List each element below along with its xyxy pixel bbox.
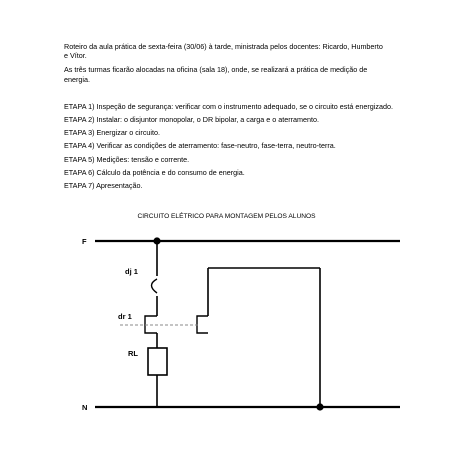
intro-line-2: e Vítor.: [64, 51, 87, 61]
label-neutral: N: [82, 403, 88, 412]
step-6: ETAPA 6) Cálculo da potência e do consumo de energia.: [64, 167, 245, 177]
step-2: ETAPA 2) Instalar: o disjuntor monopolar, o DR bipolar, a carga e o aterramento.: [64, 115, 320, 125]
label-breaker: dj 1: [125, 267, 138, 276]
step-5: ETAPA 5) Medições: tensão e corrente.: [64, 154, 190, 164]
step-7: ETAPA 7) Apresentação.: [64, 181, 143, 191]
intro-line-3: As três turmas ficarão alocadas na oficina (sala 18), onde, se realizará a prática de medição de: [64, 65, 368, 75]
breaker-contact: [152, 279, 158, 293]
label-load: RL: [128, 349, 138, 358]
load-resistor: [148, 348, 167, 375]
step-1: ETAPA 1) Inspeção de segurança: verificar com o instrumento adequado, se o circuito está energizado.: [64, 101, 393, 111]
intro-line-4: energia.: [64, 74, 90, 84]
intro-line-1: Roteiro da aula prática de sexta-feira (30/06) à tarde, ministrada pelos docentes: Ricardo, Humberto: [64, 42, 383, 51]
label-rcd: dr 1: [118, 312, 132, 321]
step-4: ETAPA 4) Verificar as condições de aterramento: fase-neutro, fase-terra, neutro-terra.: [64, 141, 336, 151]
label-phase: F: [82, 237, 87, 246]
rcd-pole-right: [197, 316, 208, 333]
diagram-title: CIRCUITO ELÉTRICO PARA MONTAGEM PELOS ALUNOS: [137, 213, 316, 220]
step-3: ETAPA 3) Energizar o circuito.: [64, 128, 161, 138]
rcd-pole-left: [145, 316, 157, 333]
